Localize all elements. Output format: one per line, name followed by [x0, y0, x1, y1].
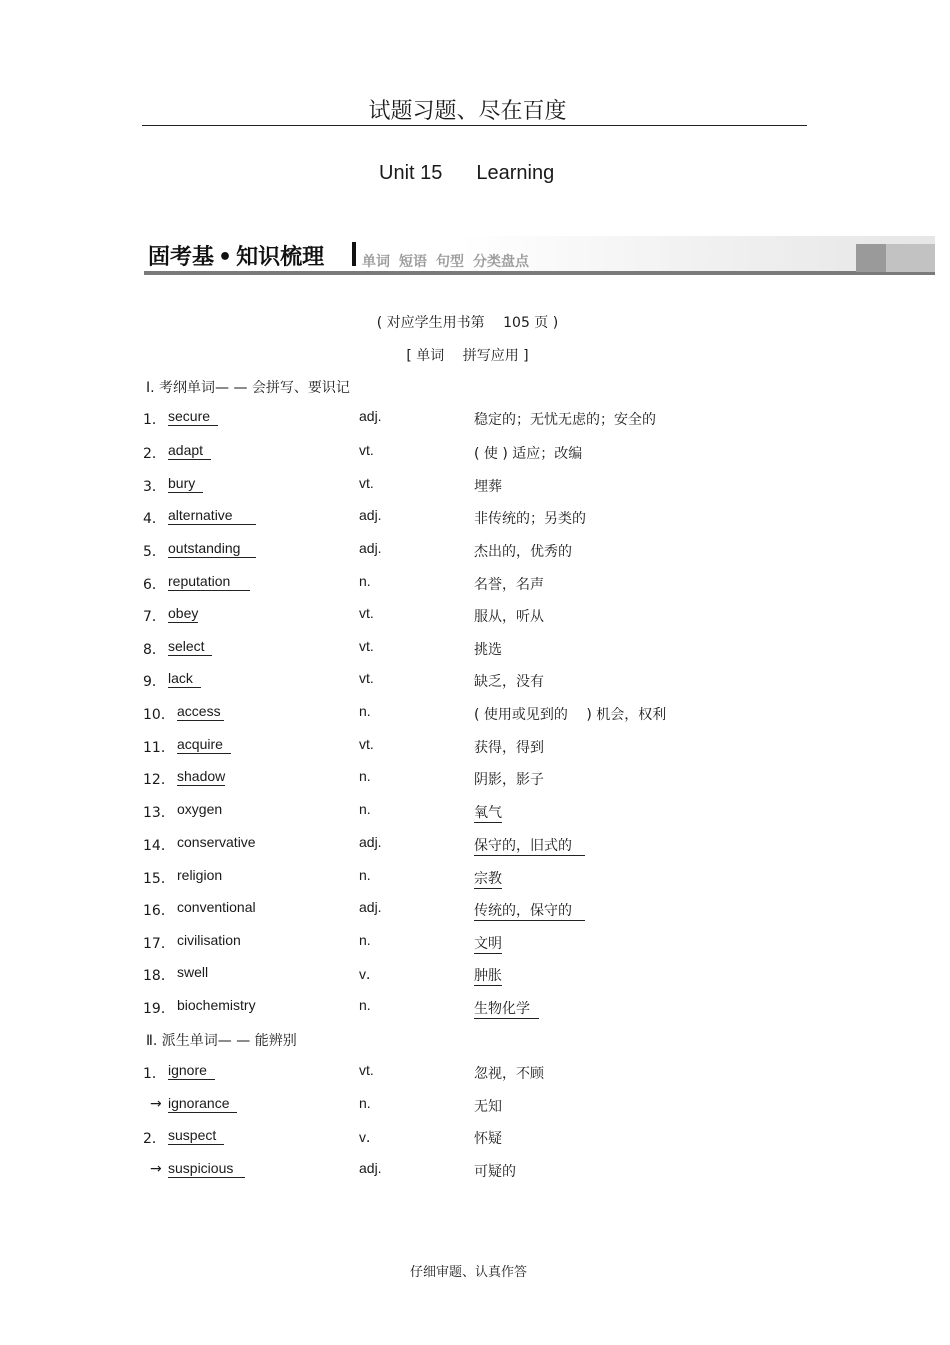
vocab-word — [177, 736, 231, 752]
vocab-word-text: secure — [168, 408, 211, 424]
meaning-text: 非传统的；另类的 — [474, 511, 586, 527]
answer-blank — [216, 1127, 224, 1145]
part-of-speech: n. — [359, 768, 371, 784]
item-number: 17． — [143, 936, 175, 952]
item-number: 3． — [143, 479, 166, 495]
chinese-meaning — [474, 900, 585, 920]
answer-blank — [572, 838, 585, 856]
part-of-speech: adj. — [359, 408, 382, 424]
chinese-meaning — [474, 704, 666, 724]
vocab-word — [168, 1095, 237, 1111]
part-of-speech: adj. — [359, 540, 382, 556]
meaning-text: 传统的，保守的 — [474, 903, 572, 919]
item-number: → — [150, 1161, 162, 1177]
item-number: 6． — [143, 577, 166, 593]
vocab-word-text: adapt — [168, 442, 204, 458]
answer-blank — [240, 540, 256, 558]
part-of-speech: adj. — [359, 507, 382, 523]
vocab-word-text: oxygen — [177, 801, 223, 817]
item-number: 14． — [143, 838, 175, 854]
answer-blank — [195, 475, 203, 493]
chinese-meaning — [474, 508, 586, 528]
chinese-meaning — [474, 606, 544, 626]
meaning-text: 氧气 — [474, 805, 502, 821]
item-number: 1． — [143, 412, 166, 428]
part-of-speech: v． — [359, 1129, 380, 1145]
vocab-word — [177, 964, 208, 980]
part-of-speech: n. — [359, 932, 371, 948]
chinese-meaning — [474, 639, 502, 659]
answer-blank — [572, 903, 585, 921]
chinese-meaning — [474, 769, 544, 789]
vocab-word — [177, 703, 224, 719]
item-number: 1． — [143, 1066, 166, 1082]
answer-blank — [530, 1001, 539, 1019]
meaning-text: 文明 — [474, 936, 502, 952]
vocab-word-text: select — [168, 638, 205, 654]
part-of-speech: vt. — [359, 736, 374, 752]
page-header-title: 试题习题、尽在百度 — [368, 99, 567, 124]
item-number: → — [150, 1096, 162, 1112]
chinese-meaning — [474, 802, 502, 822]
meaning-text: 杰出的，优秀的 — [474, 544, 572, 560]
chinese-meaning — [474, 409, 656, 429]
vocab-word — [177, 867, 222, 883]
meaning-text: 怀疑 — [474, 1131, 502, 1147]
answer-blank — [230, 1095, 238, 1113]
chinese-meaning — [474, 541, 572, 561]
meaning-text: 埋葬 — [474, 479, 502, 495]
chinese-meaning — [474, 933, 502, 953]
answer-blank — [230, 573, 249, 591]
vocab-word-text: alternative — [168, 507, 233, 523]
item-number: 13． — [143, 805, 175, 821]
vocab-word — [177, 801, 222, 817]
vocab-word — [168, 573, 250, 589]
vocab-word-text: obey — [168, 605, 199, 621]
vocab-word-text: outstanding — [168, 540, 241, 556]
part-of-speech: n. — [359, 801, 371, 817]
vocab-word-text: ignore — [168, 1062, 207, 1078]
item-number: 2． — [143, 446, 166, 462]
meaning-text: 获得，得到 — [474, 740, 544, 756]
vocab-word — [168, 1160, 245, 1176]
chinese-meaning — [474, 965, 502, 985]
page-reference: ( 对应学生用书第 105 页 ) — [376, 315, 559, 331]
part-of-speech: v． — [359, 966, 380, 982]
part-of-speech: adj. — [359, 834, 382, 850]
vocab-word-text: swell — [177, 964, 209, 980]
answer-blank — [205, 638, 213, 656]
banner-block-dark — [856, 244, 886, 272]
item-number: 5． — [143, 544, 166, 560]
item-number: 4． — [143, 511, 166, 527]
item-number: 10． — [143, 707, 175, 723]
banner-main-title — [148, 240, 324, 271]
vocab-word-text: lack — [168, 670, 193, 686]
meaning-text: ( 使用或见到的 ) 机会，权利 — [474, 707, 667, 723]
banner-block-light — [886, 244, 935, 272]
vocab-word — [168, 442, 211, 458]
part-of-speech: adj. — [359, 1160, 382, 1176]
banner-sub-item: 句型 — [436, 254, 464, 270]
part-of-speech: vt. — [359, 475, 374, 491]
vocab-word — [177, 899, 256, 915]
vocab-word — [168, 507, 256, 523]
meaning-text: 忽视，不顾 — [474, 1066, 544, 1082]
subsection-heading: [ 单词 拼写应用 ] — [406, 348, 529, 364]
meaning-text: 缺乏，没有 — [474, 674, 544, 690]
chinese-meaning — [474, 671, 544, 691]
chinese-meaning — [474, 737, 544, 757]
answer-blank — [233, 507, 256, 525]
part-of-speech: n. — [359, 703, 371, 719]
section-2-title: Ⅱ. 派生单词— — 能辨别 — [146, 1033, 297, 1049]
meaning-text: 服从，听从 — [474, 609, 544, 625]
banner-main-right: 知识梳理 — [236, 245, 325, 270]
answer-blank — [210, 408, 218, 426]
chinese-meaning — [474, 1128, 502, 1148]
vocab-word-text: civilisation — [177, 932, 241, 948]
chinese-meaning — [474, 443, 582, 463]
vocab-word — [168, 540, 256, 556]
vocab-word — [177, 834, 256, 850]
chinese-meaning — [474, 835, 585, 855]
chinese-meaning — [474, 1063, 544, 1083]
part-of-speech: n. — [359, 867, 371, 883]
meaning-text: 保守的，旧式的 — [474, 838, 572, 854]
unit-name: Learning — [476, 162, 555, 184]
chinese-meaning — [474, 998, 539, 1018]
item-number: 9． — [143, 674, 166, 690]
section-banner — [144, 236, 935, 276]
banner-main-left: 固考基 — [148, 245, 215, 270]
vocab-word-text: shadow — [177, 768, 226, 784]
header-divider — [142, 125, 807, 126]
banner-dot: • — [218, 245, 233, 270]
vocab-word — [177, 932, 241, 948]
part-of-speech: n. — [359, 997, 371, 1013]
answer-blank — [233, 1160, 245, 1178]
vocab-word — [168, 605, 198, 621]
chinese-meaning — [474, 1096, 502, 1116]
item-number: 16． — [143, 903, 175, 919]
vocab-word-text: reputation — [168, 573, 231, 589]
meaning-text: 肿胀 — [474, 968, 502, 984]
chinese-meaning — [474, 574, 544, 594]
item-number: 12． — [143, 772, 175, 788]
item-number: 15． — [143, 871, 175, 887]
meaning-text: 宗教 — [474, 871, 502, 887]
part-of-speech: adj. — [359, 899, 382, 915]
vocab-word-text: suspicious — [168, 1160, 234, 1176]
item-number: 19． — [143, 1001, 175, 1017]
vocab-word — [168, 638, 212, 654]
vocab-word — [168, 1127, 224, 1143]
chinese-meaning — [474, 868, 502, 888]
vocab-word — [168, 1062, 215, 1078]
meaning-text: 挑选 — [474, 642, 502, 658]
meaning-text: 无知 — [474, 1099, 502, 1115]
answer-blank — [207, 1062, 215, 1080]
part-of-speech: vt. — [359, 605, 374, 621]
answer-blank — [221, 703, 225, 721]
item-number: 18． — [143, 968, 175, 984]
vocab-word-text: access — [177, 703, 221, 719]
banner-sub-item: 分类盘点 — [473, 254, 529, 270]
answer-blank — [193, 670, 201, 688]
part-of-speech: n. — [359, 573, 371, 589]
page-footer: 仔细审题、认真作答 — [409, 1265, 527, 1280]
vocab-word-text: suspect — [168, 1127, 217, 1143]
vocab-word — [168, 408, 218, 424]
meaning-text: 名誉，名声 — [474, 577, 544, 593]
section-1-title: Ⅰ. 考纲单词— — 会拼写、要识记 — [146, 380, 350, 396]
part-of-speech: vt. — [359, 638, 374, 654]
vocab-word — [177, 997, 256, 1013]
item-number: 11． — [143, 740, 175, 756]
banner-underline — [144, 271, 935, 275]
item-number: 8． — [143, 642, 166, 658]
meaning-text: 阴影，影子 — [474, 772, 544, 788]
vocab-word-text: bury — [168, 475, 196, 491]
meaning-text: 生物化学 — [474, 1001, 530, 1017]
meaning-text: 可疑的 — [474, 1164, 516, 1180]
vocab-word-text: religion — [177, 867, 223, 883]
vocab-word — [168, 475, 203, 491]
vocab-word — [177, 768, 225, 784]
meaning-text: ( 使 ) 适应；改编 — [474, 446, 583, 462]
chinese-meaning — [474, 476, 502, 496]
part-of-speech: vt. — [359, 442, 374, 458]
vocab-word — [168, 670, 201, 686]
answer-blank — [203, 442, 211, 460]
vocab-word-text: acquire — [177, 736, 223, 752]
banner-sub-item: 单词 — [362, 254, 390, 270]
item-number: 7． — [143, 609, 166, 625]
vocab-word-text: ignorance — [168, 1095, 230, 1111]
vocab-word-text: biochemistry — [177, 997, 256, 1013]
vocab-word-text: conventional — [177, 899, 256, 915]
unit-number: Unit 15 — [379, 162, 443, 184]
part-of-speech: vt. — [359, 670, 374, 686]
banner-sub-item: 短语 — [399, 254, 427, 270]
chinese-meaning — [474, 1161, 516, 1181]
meaning-text: 稳定的；无忧无虑的；安全的 — [474, 412, 656, 428]
vocab-word-text: conservative — [177, 834, 256, 850]
part-of-speech: n. — [359, 1095, 371, 1111]
part-of-speech: vt. — [359, 1062, 374, 1078]
item-number: 2． — [143, 1131, 166, 1147]
banner-separator — [352, 242, 356, 266]
banner-subtitle — [362, 251, 538, 271]
unit-title — [379, 162, 554, 185]
answer-blank — [223, 736, 231, 754]
